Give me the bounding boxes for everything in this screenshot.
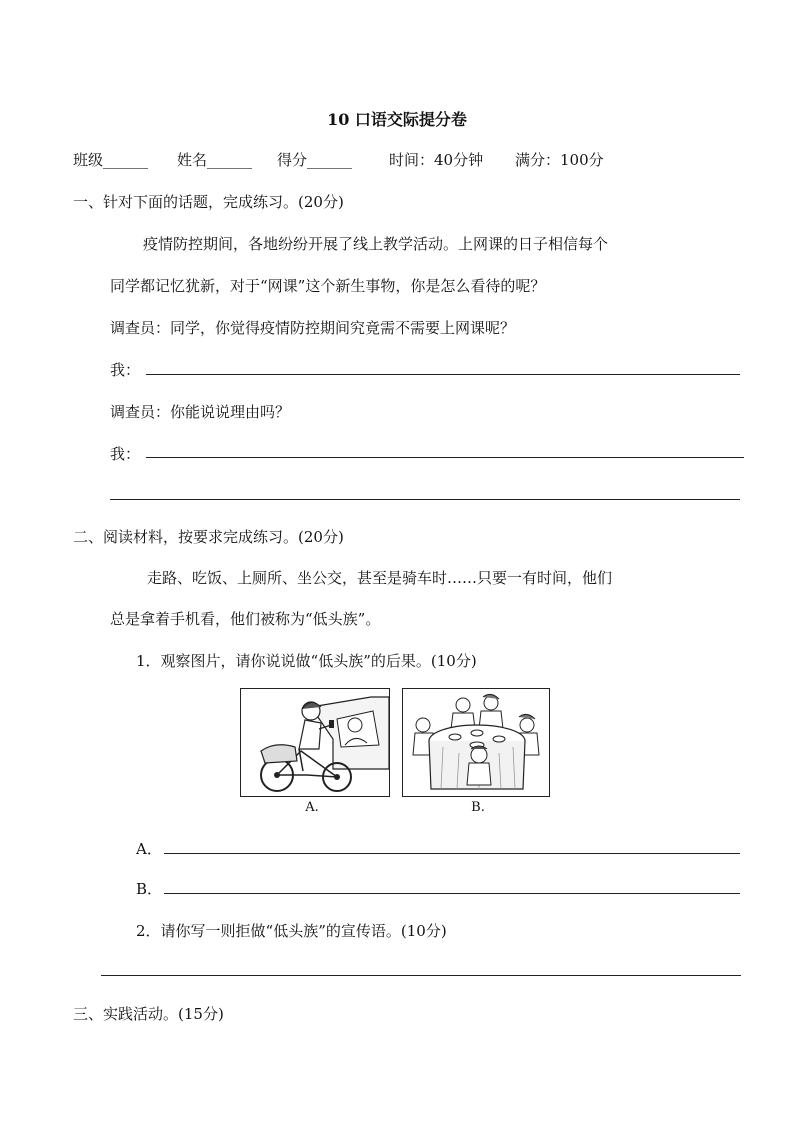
page-title: 10 口语交际提分卷 [327, 110, 467, 129]
section-1-paragraph-line-1: 疫情防控期间，各地纷纷开展了线上教学活动。上网课的日子相信每个 [143, 235, 609, 253]
section-2-paragraph-line-1: 走路、吃饭、上厕所、坐公交，甚至是骑车时……只要一有时间，他们 [147, 569, 613, 587]
section-2-item-2: 2．请你写一则拒做“低头族”的宣传语。(10分) [136, 922, 447, 940]
dinner-table-illustration [403, 689, 549, 796]
answer-a-label: A． [136, 840, 162, 858]
answer-a-line[interactable] [164, 853, 740, 854]
picture-b [402, 688, 550, 797]
section-1-paragraph-line-2: 同学都记忆犹新，对于“网课”这个新生事物，你是怎么看待的呢？ [110, 277, 546, 295]
full-score-info: 满分：100分 [515, 151, 604, 169]
section-2-heading: 二、阅读材料，按要求完成练习。(20分) [73, 528, 344, 546]
my-answer-label-2: 我： [110, 445, 141, 463]
answer-line-1[interactable] [146, 374, 740, 375]
section-1-heading: 一、针对下面的话题，完成练习。(20分) [73, 193, 344, 211]
section-2-paragraph-line-2: 总是拿着手机看，他们被称为“低头族”。 [110, 610, 381, 628]
picture-a [240, 688, 390, 797]
section-3-heading: 三、实践活动。(15分) [73, 1005, 224, 1023]
cyclist-phone-illustration [241, 689, 389, 796]
interviewer-question-1: 调查员：同学，你觉得疫情防控期间究竟需不需要上网课呢？ [110, 319, 516, 337]
time-info: 时间：40分钟 [389, 151, 484, 169]
answer-b-line[interactable] [164, 893, 740, 894]
answer-line-3[interactable] [110, 499, 740, 500]
answer-b-label: B． [136, 880, 163, 898]
slogan-answer-line[interactable] [101, 975, 741, 976]
interviewer-question-2: 调查员：你能说说理由吗？ [110, 403, 291, 421]
section-2-item-1: 1．观察图片，请你说说做“低头族”的后果。(10分) [136, 652, 477, 670]
answer-line-2[interactable] [146, 457, 744, 458]
picture-b-caption: B. [471, 800, 485, 815]
name-field: 姓名______ [177, 151, 253, 169]
my-answer-label-1: 我： [110, 361, 141, 379]
picture-a-caption: A. [305, 800, 319, 815]
class-field: 班级______ [73, 151, 149, 169]
score-field: 得分______ [277, 151, 353, 169]
